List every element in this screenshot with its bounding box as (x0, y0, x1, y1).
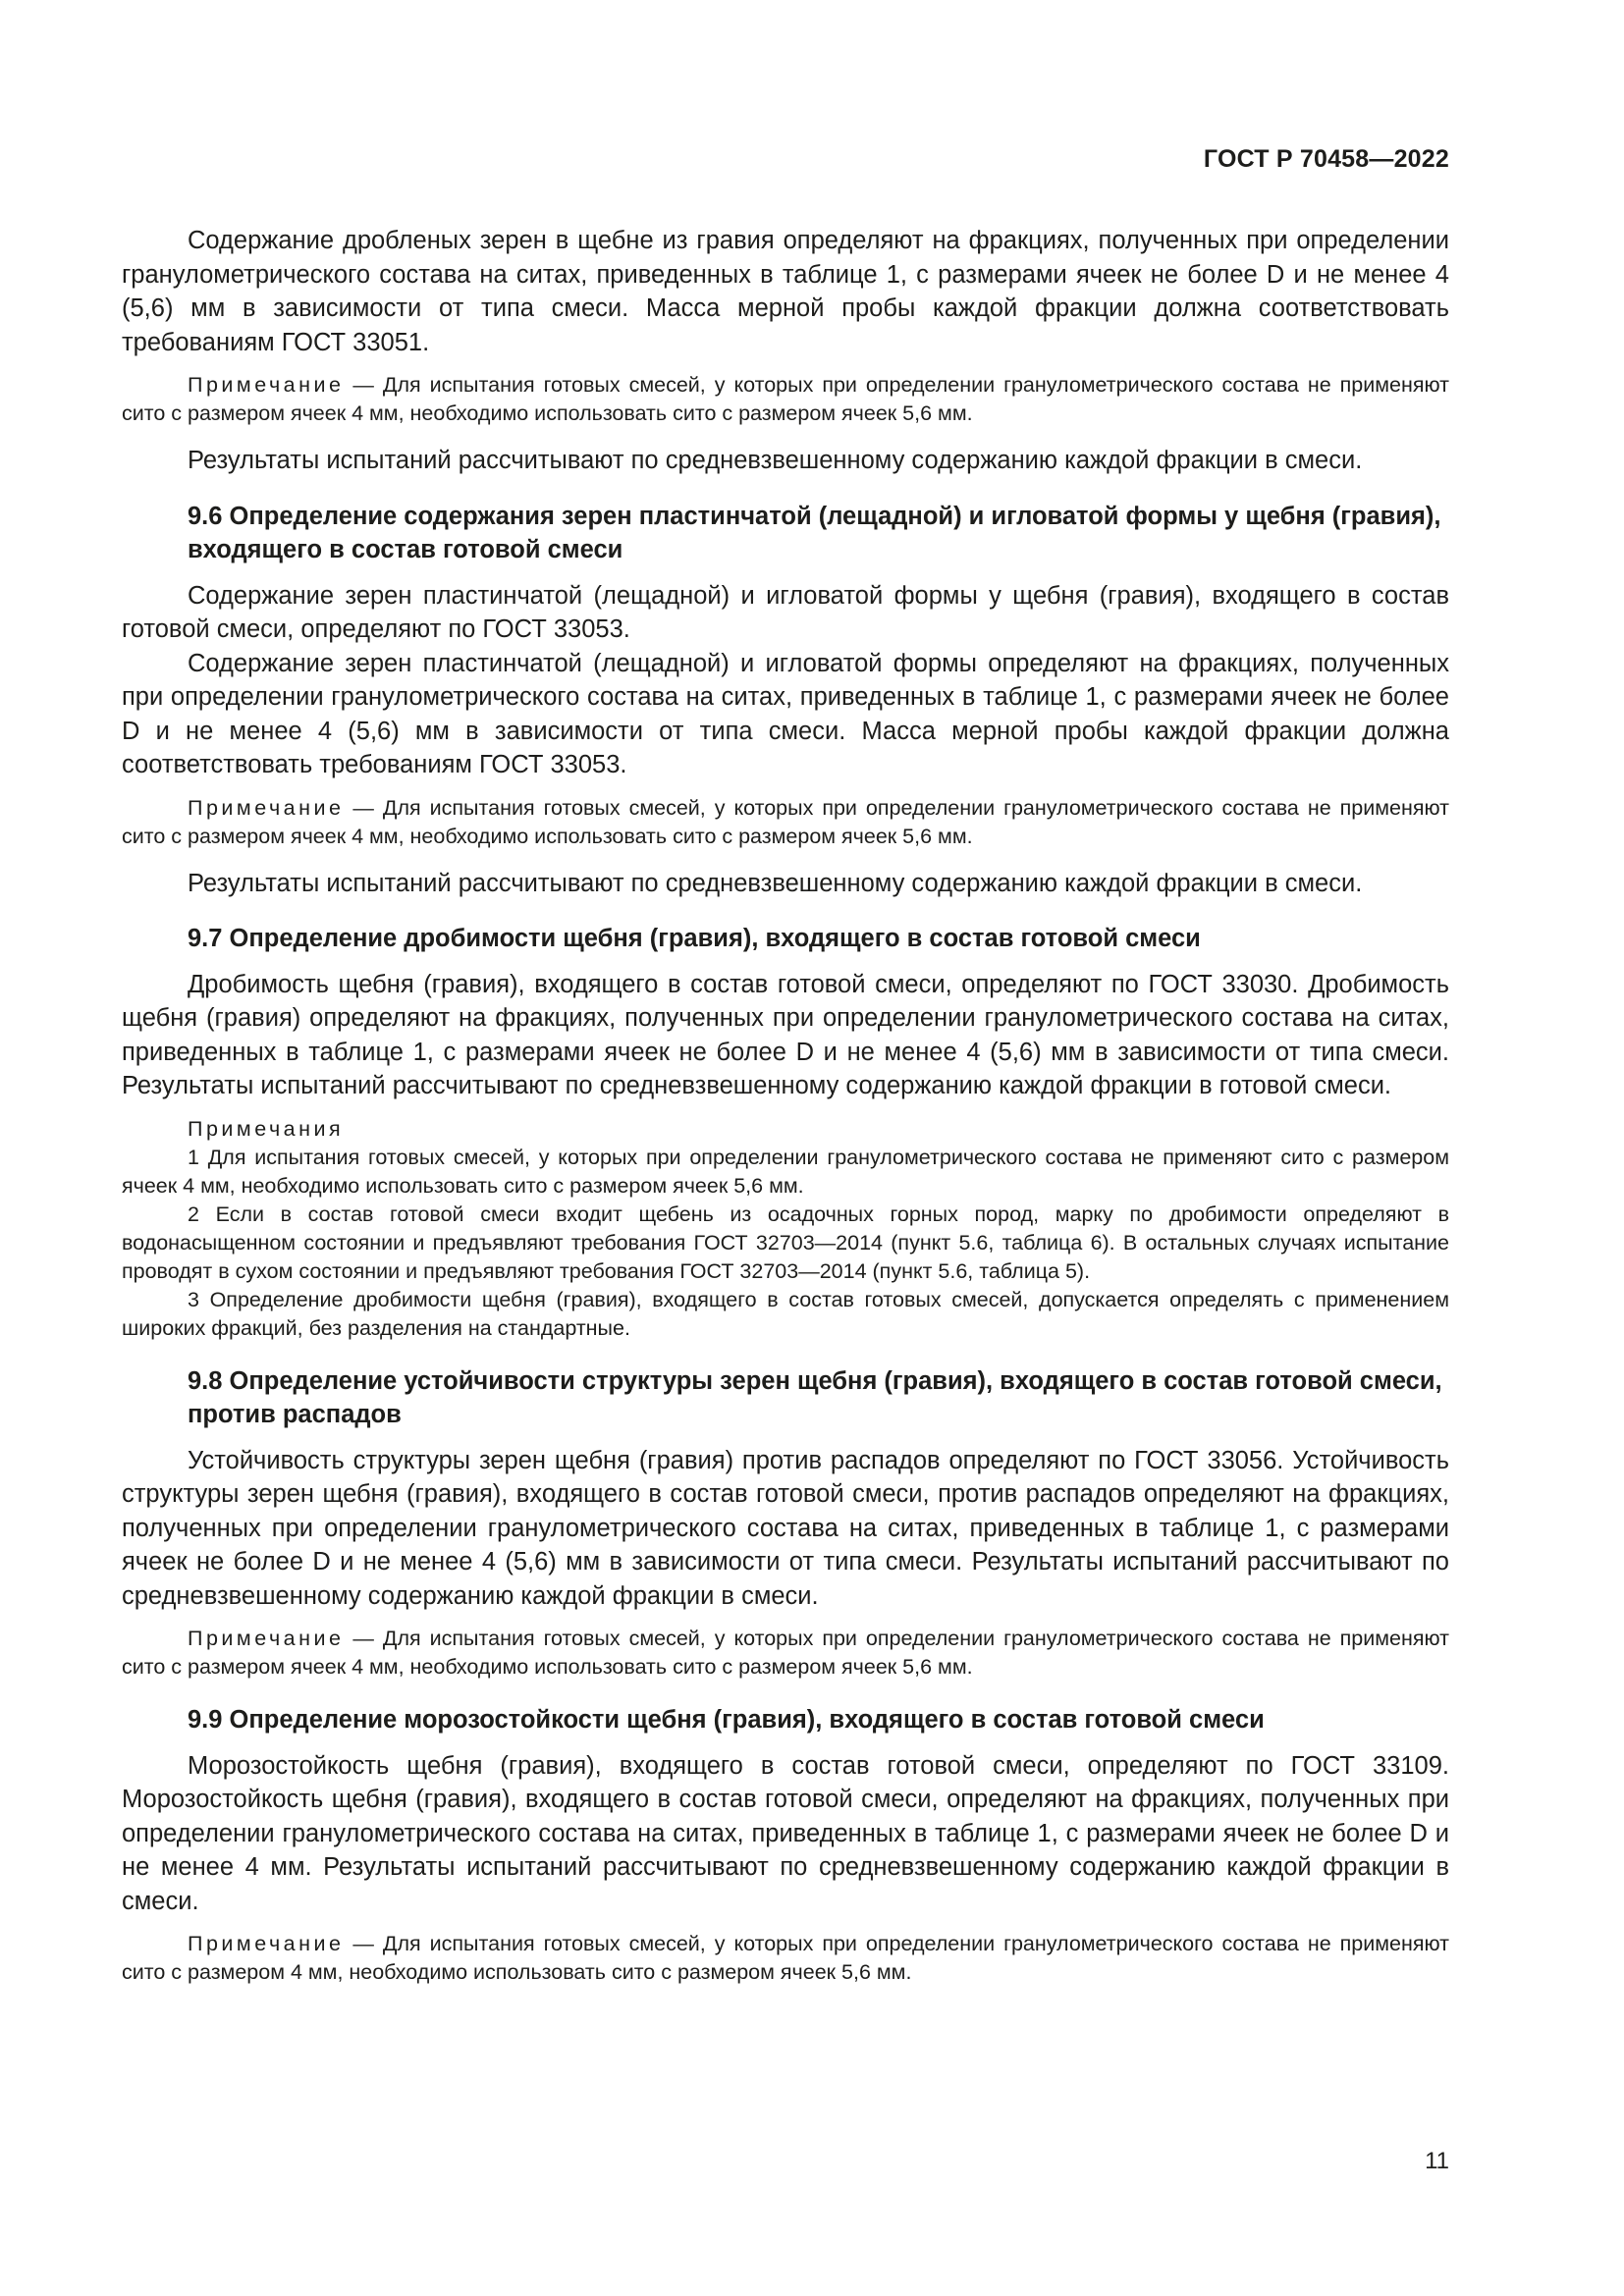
note-text: — Для испытания готовых смесей, у которых при определении гранулометрического состава не применяют сито с размером ячеек 4 мм, необходимо использовать сито с размером ячеек 5,6 мм. (122, 1627, 1449, 1679)
paragraph: Содержание зерен пластинчатой (лещадной) и игловатой формы определяют на фракциях, полученных при определении гранулометрического состава на ситах, приведенных в таблице 1, с размерами ячеек не более D и не менее 4 (5,6) мм в зависимости от типа смеси. Масса мерной пробы каждой фракции должна соответствовать требованиям ГОСТ 33053. (122, 649, 1449, 778)
note (122, 1930, 1449, 1987)
paragraph: Дробимость щебня (гравия), входящего в состав готовой смеси, определяют по ГОСТ 33030. Дробимость щебня (гравия) определяют на фракциях, полученных при определении гранулометрического состава на ситах, приведенных в таблице 1, с размерами ячеек не более D и не менее 4 (5,6) мм в зависимости от типа смеси. Результаты испытаний рассчитывают по средневзвешенному содержанию каждой фракции в готовой смеси. (122, 970, 1449, 1099)
note-label: Примечание (188, 1932, 345, 1955)
paragraph: Морозостойкость щебня (гравия), входящего в состав готовой смеси, определяют по ГОСТ 33109. Морозостойкость щебня (гравия), входящего в состав готовой смеси, определяют на фракциях, полученных при определении гранулометрического состава на ситах, приведенных в таблице 1, с размерами ячеек не более D и не менее 4 мм. Результаты испытаний рассчитывают по средневзвешенному содержанию каждой фракции в смеси. (122, 1751, 1449, 1915)
note-label: Примечание (188, 1627, 345, 1650)
note-text: — Для испытания готовых смесей, у которых при определении гранулометрического состава не применяют сито с размером 4 мм, необходимо использовать сито с размером ячеек 5,6 мм. (122, 1932, 1449, 1984)
note (122, 794, 1449, 851)
page-number: 11 (1425, 2148, 1449, 2174)
note-text: — Для испытания готовых смесей, у которых при определении гранулометрического состава не применяют сито с размером ячеек 4 мм, необходимо использовать сито с размером ячеек 5,6 мм. (122, 795, 1449, 848)
document-body (122, 224, 1449, 1987)
section-heading-9-7: 9.7 Определение дробимости щебня (гравия), входящего в состав готовой смеси (188, 925, 1201, 952)
note-text: — Для испытания готовых смесей, у которых при определении гранулометрического состава не применяют сито с размером ячеек 4 мм, необходимо использовать сито с размером ячеек 5,6 мм. (122, 373, 1449, 425)
document-header: ГОСТ Р 70458—2022 (1203, 145, 1449, 173)
section-heading-9-6: 9.6 Определение содержания зерен пластинчатой (лещадной) и игловатой формы у щебня (гравия), входящего в состав готовой смеси (188, 502, 1441, 563)
note-label: Примечание (188, 795, 345, 820)
note (122, 371, 1449, 428)
note (122, 1625, 1449, 1682)
note-item: 2 Если в состав готовой смеси входит щебень из осадочных горных пород, марку по дробимости определяют в водонасыщенном состоянии и предъявляют требования ГОСТ 32703—2014 (пункт 5.6, таблица 6). В остальных случаях испытание проводят в сухом состоянии и предъявляют требования ГОСТ 32703—2014 (пункт 5.6, таблица 5). (122, 1201, 1449, 1283)
paragraph: Результаты испытаний рассчитывают по средневзвешенному содержанию каждой фракции в смеси. (188, 869, 1363, 897)
paragraph: Устойчивость структуры зерен щебня (гравия) против распадов определяют по ГОСТ 33056. Устойчивость структуры зерен щебня (гравия), входящего в состав готовой смеси, против распадов определяют на фракциях, полученных при определении гранулометрического состава на ситах, приведенных в таблице 1, с размерами ячеек не более D и не менее 4 (5,6) мм в зависимости от типа смеси. Результаты испытаний рассчитывают по средневзвешенному содержанию каждой фракции в смеси. (122, 1446, 1449, 1610)
paragraph: Результаты испытаний рассчитывают по средневзвешенному содержанию каждой фракции в смеси. (188, 447, 1363, 474)
paragraph: Содержание зерен пластинчатой (лещадной) и игловатой формы у щебня (гравия), входящего в состав готовой смеси, определяют по ГОСТ 33053. (122, 581, 1449, 643)
notes-heading: Примечания (188, 1116, 345, 1141)
paragraph: Содержание дробленых зерен в щебне из гравия определяют на фракциях, полученных при определении гранулометрического состава на ситах, приведенных в таблице 1, с размерами ячеек не более D и не менее 4 (5,6) мм в зависимости от типа смеси. Масса мерной пробы каждой фракции должна соответствовать требованиям ГОСТ 33051. (122, 227, 1449, 356)
note-label: Примечание (188, 373, 345, 397)
note-item: 3 Определение дробимости щебня (гравия), входящего в состав готовых смесей, допускается определять с применением широких фракций, без разделения на стандартные. (122, 1287, 1449, 1340)
section-heading-9-8: 9.8 Определение устойчивости структуры зерен щебня (гравия), входящего в состав готовой смеси, против распадов (188, 1366, 1442, 1428)
section-heading-9-9: 9.9 Определение морозостойкости щебня (гравия), входящего в состав готовой смеси (188, 1706, 1265, 1734)
note-item: 1 Для испытания готовых смесей, у которых при определении гранулометрического состава не применяют сито с размером ячеек 4 мм, необходимо использовать сито с размером ячеек 5,6 мм. (122, 1145, 1449, 1198)
